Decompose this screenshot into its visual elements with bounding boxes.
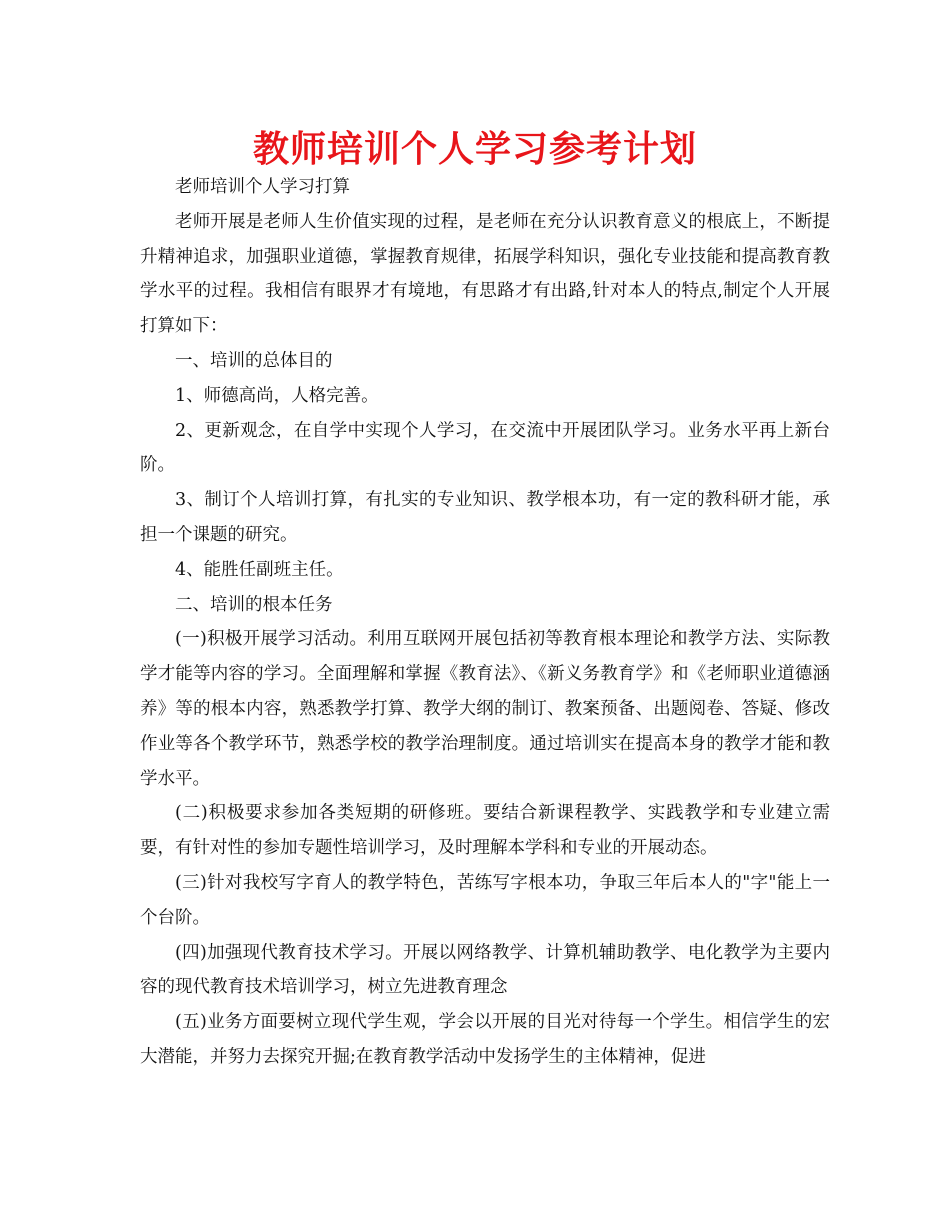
goal-item-4: 4、能胜任副班主任。 [175,559,344,580]
task-item-5: (五)业务方面要树立现代学生观，学会以开展的目光对待每一个学生。相信学生的宏大潜能，并努力去探究开掘;在教育教学活动中发扬学生的主体精神，促进 [140,1012,830,1067]
goal-item-1: 1、师德高尚，人格完善。 [175,385,379,406]
section-heading-tasks: 二、培训的根本任务 [175,594,333,615]
task-item-4: (四)加强现代教育技术学习。开展以网络教学、计算机辅助教学、电化教学为主要内容的现代教育技术培训学习，树立先进教育理念 [140,942,830,998]
document-body [140,170,830,1075]
task-item-3: (三)针对我校写字育人的教学特色，苦练写字根本功，争取三年后本人的"字"能上一个台阶。 [140,872,830,928]
intro-paragraph: 老师开展是老师人生价值实现的过程，是老师在充分认识教育意义的根底上，不断提升精神追求，加强职业道德，掌握教育规律，拓展学科知识，强化专业技能和提高教育教学水平的过程。我相信有眼界才有境地，有思路才有出路,针对本人的特点,制定个人开展打算如下： [140,211,830,337]
goal-item-3: 3、制订个人培训打算，有扎实的专业知识、教学根本功，有一定的教科研才能，承担一个课题的研究。 [140,490,830,545]
section-heading-goals: 一、培训的总体目的 [175,350,333,371]
task-item-1: (一)积极开展学习活动。利用互联网开展包括初等教育根本理论和教学方法、实际教学才能等内容的学习。全面理解和掌握《教育法》、《新义务教育学》和《老师职业道德涵养》等的根本内容，熟悉教学打算、教学大纲的制订、教案预备、出题阅卷、答疑、修改作业等各个教学环节，熟悉学校的教学治理制度。通过培训实在提高本身的教学才能和教学水平。 [140,629,830,789]
document-title: 教师培训个人学习参考计划 [252,129,697,170]
subtitle-paragraph: 老师培训个人学习打算 [175,177,350,197]
task-item-2: (二)积极要求参加各类短期的研修班。要结合新课程教学、实践教学和专业建立需要，有针对性的参加专题性培训学习，及时理解本学科和专业的开展动态。 [140,803,830,859]
goal-item-2: 2、更新观念，在自学中实现个人学习，在交流中开展团队学习。业务水平再上新台阶。 [140,420,830,476]
